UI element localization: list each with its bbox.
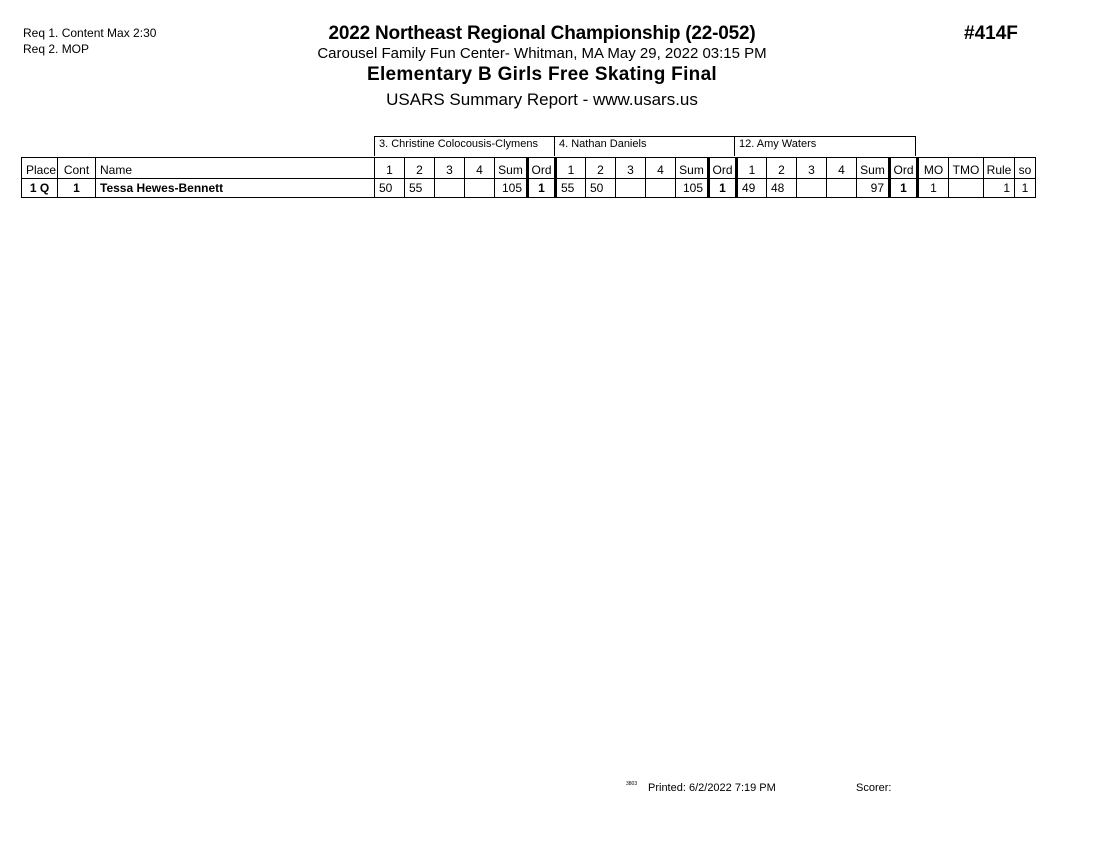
col-so: so [1015,158,1036,179]
j2-mark-4 [646,179,676,198]
tmo-cell [949,179,984,198]
mo-cell: 1 [918,179,949,198]
j2-mark-2: 50 [586,179,616,198]
col-j2-sum: Sum [676,158,709,179]
col-j3-ord: Ord [890,158,918,179]
col-j2-ord: Ord [709,158,737,179]
j3-mark-3 [797,179,827,198]
col-j2-mark-4: 4 [646,158,676,179]
j3-ord: 1 [890,179,918,198]
j2-sum: 105 [676,179,709,198]
so-cell: 1 [1015,179,1036,198]
col-j3-mark-4: 4 [827,158,857,179]
j1-ord: 1 [528,179,556,198]
header-row [22,158,1036,179]
requirement-2: Req 2. MOP [23,42,90,56]
col-j2-mark-3: 3 [616,158,646,179]
col-j2-mark-2: 2 [586,158,616,179]
report-title: USARS Summary Report - www.usars.us [386,90,698,109]
col-j1-ord: Ord [528,158,556,179]
col-j3-mark-2: 2 [767,158,797,179]
j2-ord: 1 [709,179,737,198]
rule-cell: 1 [984,179,1015,198]
col-j1-mark-3: 3 [435,158,465,179]
j2-mark-3 [616,179,646,198]
col-j1-mark-4: 4 [465,158,495,179]
judge-name: 3. Christine Colocousis-Clymens [379,138,538,150]
summary-table [21,157,1036,198]
col-mo: MO [918,158,949,179]
j1-sum: 105 [495,179,528,198]
j3-sum: 97 [857,179,890,198]
j1-mark-4 [465,179,495,198]
judge-header-1 [374,136,555,156]
col-j1-mark-1: 1 [375,158,405,179]
judge-name: 12. Amy Waters [739,138,817,150]
j2-mark-1: 55 [556,179,586,198]
col-j1-mark-2: 2 [405,158,435,179]
printed-timestamp: Printed: 6/2/2022 7:19 PM [648,782,776,794]
col-name: Name [96,158,375,179]
col-cont: Cont [58,158,96,179]
event-number: #414F [964,23,1018,44]
col-tmo: TMO [949,158,984,179]
judge-header-2 [554,136,735,156]
judge-header-3 [734,136,916,156]
judge-name: 4. Nathan Daniels [559,138,647,150]
col-place: Place [22,158,58,179]
place-cell: 1 Q [22,179,58,198]
j3-mark-1: 49 [737,179,767,198]
table-row [22,179,1036,198]
col-j2-mark-1: 1 [556,158,586,179]
footer-code: 3803 [626,781,638,787]
scorer-label: Scorer: [856,782,892,794]
col-j3-mark-3: 3 [797,158,827,179]
col-j3-sum: Sum [857,158,890,179]
j3-mark-4 [827,179,857,198]
skater-name: Tessa Hewes-Bennett [96,179,375,198]
event-title: Elementary B Girls Free Skating Final [366,64,718,85]
j1-mark-2: 55 [405,179,435,198]
competition-title: 2022 Northeast Regional Championship (22-052) [328,23,756,44]
j3-mark-2: 48 [767,179,797,198]
requirements [23,25,156,57]
col-j3-mark-1: 1 [737,158,767,179]
j1-mark-1: 50 [375,179,405,198]
col-rule: Rule [984,158,1015,179]
location-line: Carousel Family Fun Center- Whitman, MA May 29, 2022 03:15 PM [317,45,767,62]
col-j1-sum: Sum [495,158,528,179]
j1-mark-3 [435,179,465,198]
requirement-1: Req 1. Content Max 2:30 [23,26,157,40]
cont-cell: 1 [58,179,96,198]
